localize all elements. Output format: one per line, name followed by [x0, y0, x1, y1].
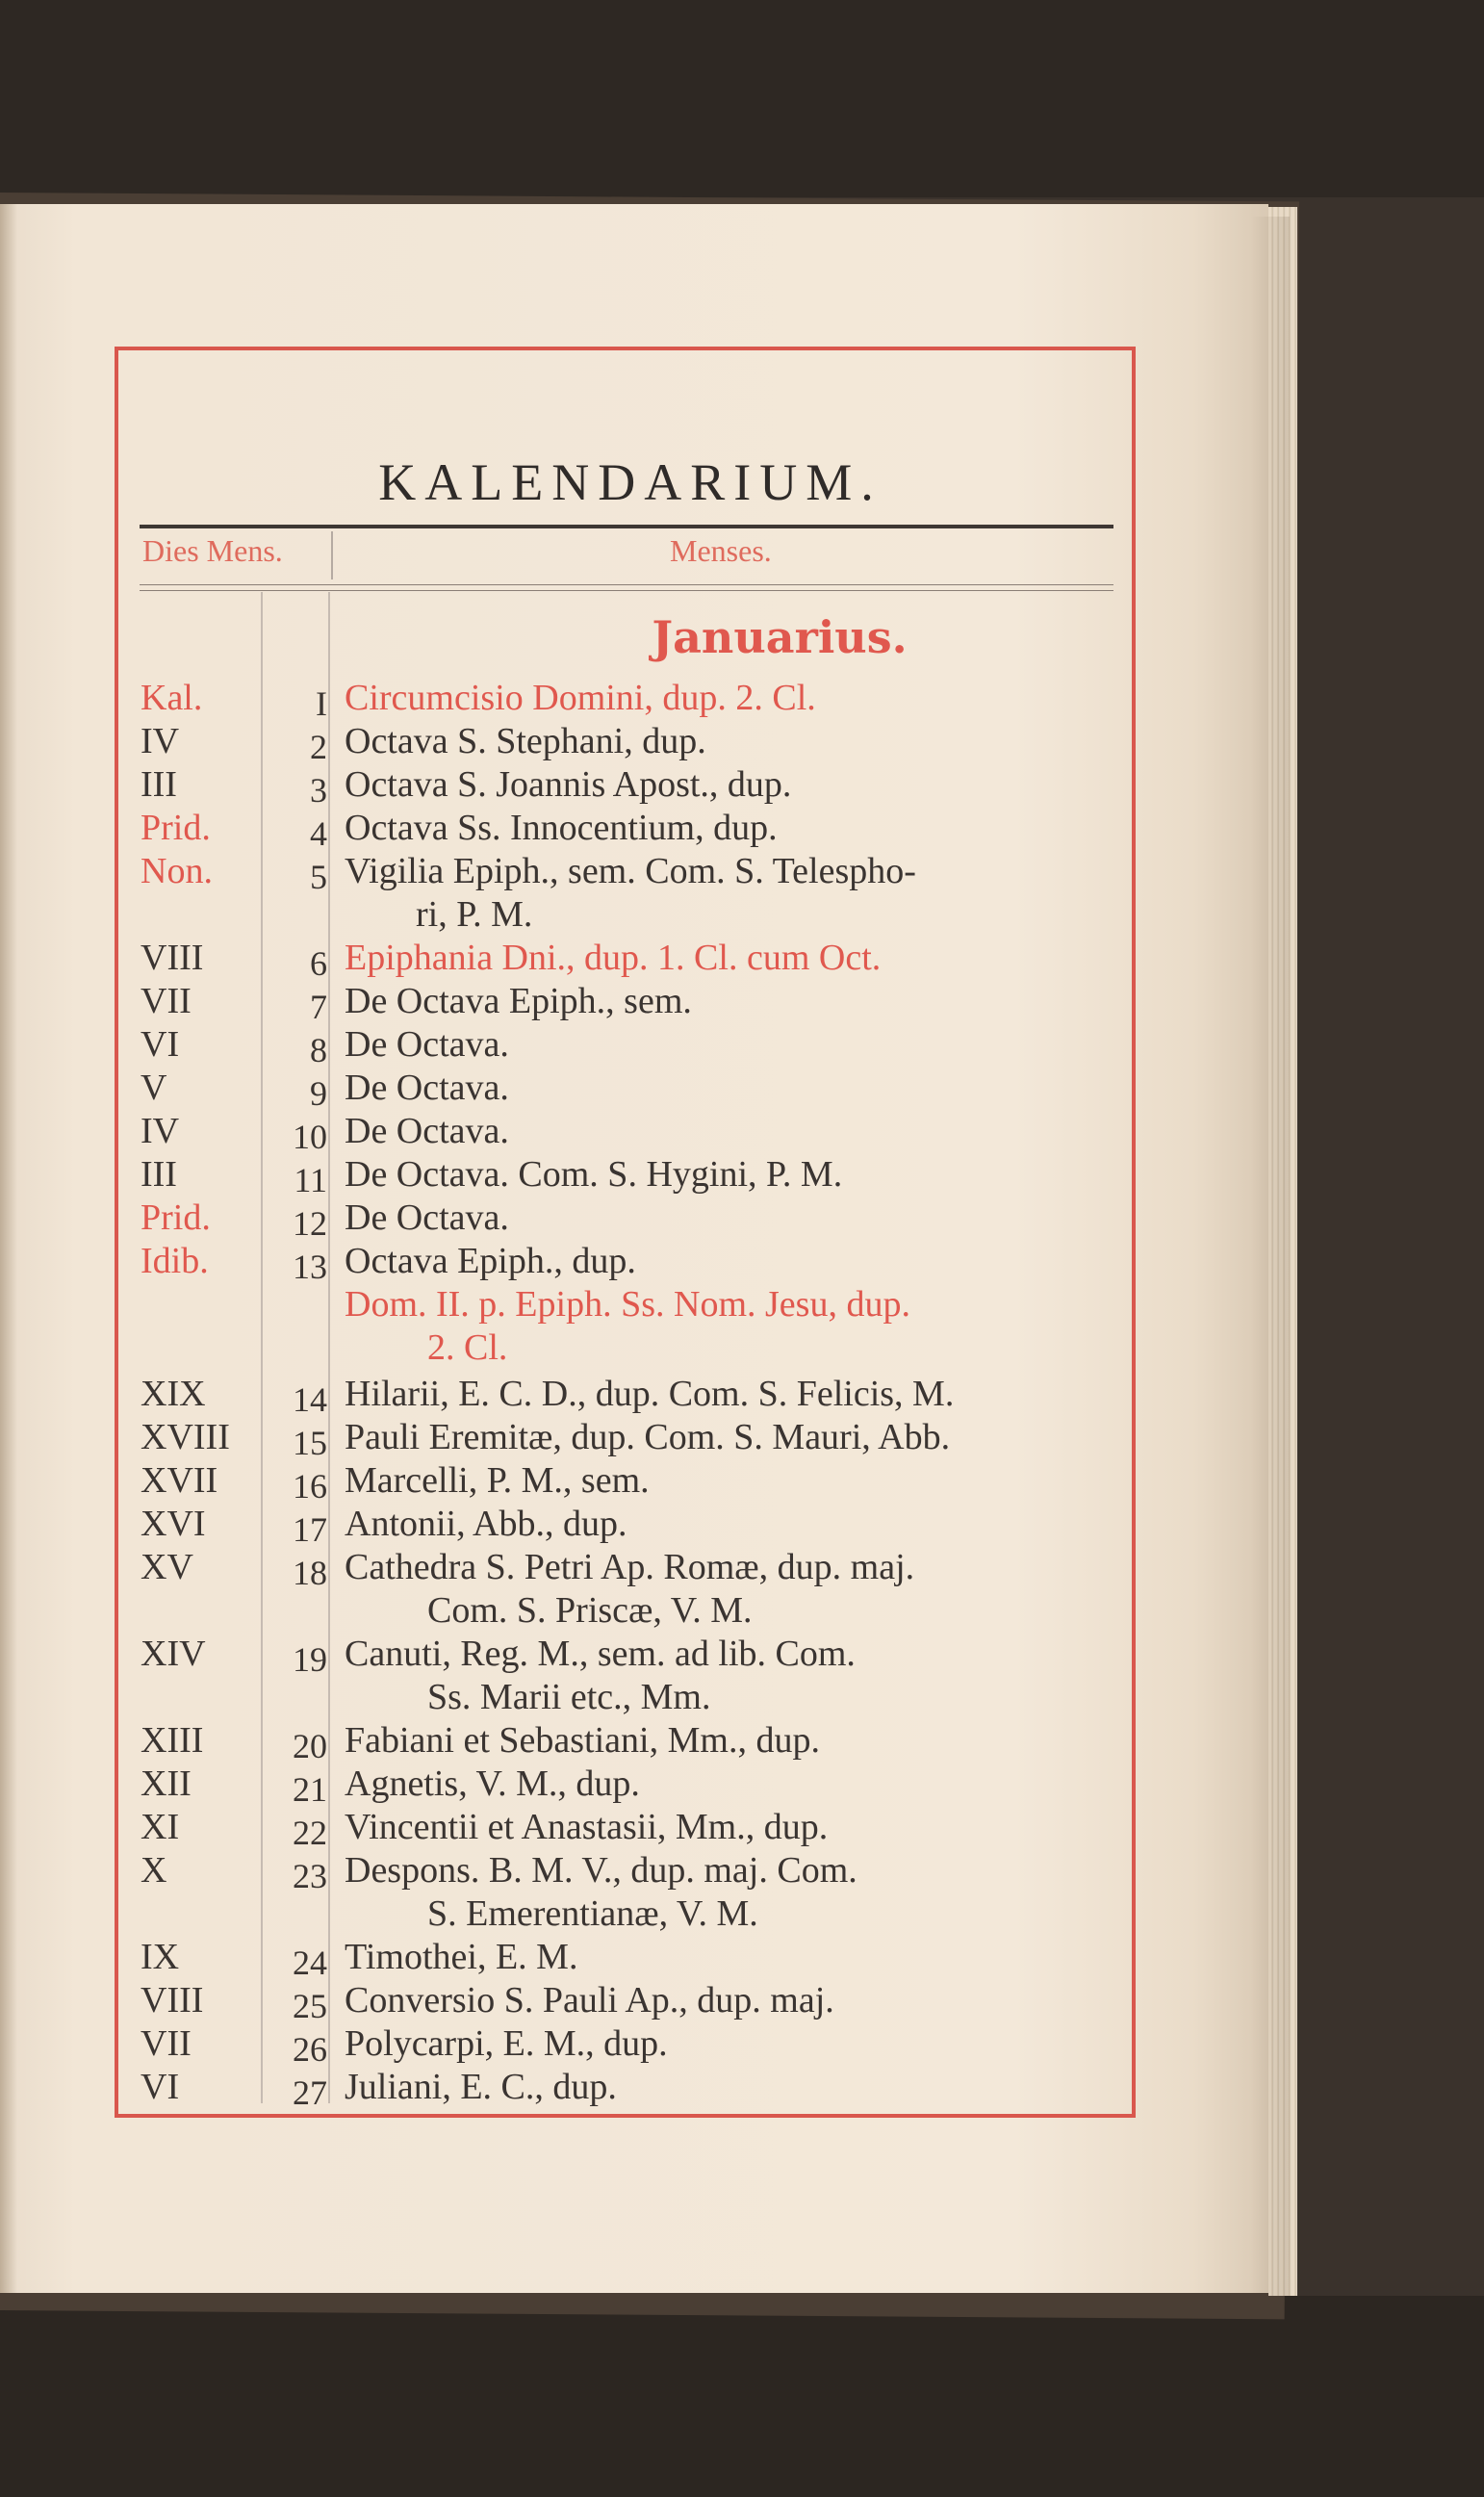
calendar-row [0, 1197, 1270, 1243]
day-number: 9 [310, 1074, 327, 1113]
calendar-row [0, 1546, 1270, 1592]
roman-date: IV [141, 721, 180, 761]
roman-date: XI [141, 1807, 180, 1847]
roman-date: XVIII [141, 1417, 230, 1457]
roman-date: Kal. [141, 678, 203, 718]
calendar-row [0, 1153, 1270, 1197]
calendar-row [0, 1067, 1270, 1113]
calendar-row [0, 677, 1270, 723]
day-number: 2 [310, 728, 327, 766]
calendar-row [0, 2022, 1270, 2069]
calendar-row [0, 807, 1270, 853]
roman-date: IV [141, 1111, 180, 1151]
roman-date: VI [141, 2067, 180, 2107]
calendar-row [0, 1459, 1270, 1506]
feast-description: Octava S. Joannis Apost., dup. [345, 764, 792, 805]
roman-date: X [141, 1850, 167, 1891]
roman-date: Prid. [141, 1197, 211, 1238]
feast-description: Octava Ss. Innocentium, dup. [345, 808, 778, 848]
feast-description: Circumcisio Domini, dup. 2. Cl. [345, 678, 816, 718]
day-number: 8 [310, 1031, 327, 1069]
feast-description: Octava S. Stephani, dup. [345, 721, 706, 761]
roman-date: XVII [141, 1460, 218, 1501]
roman-date: XIX [141, 1374, 206, 1414]
feast-description: Polycarpi, E. M., dup. [345, 2023, 668, 2064]
calendar-row [0, 1503, 1270, 1549]
day-number: 25 [293, 1987, 327, 2025]
feast-description-cont: Ss. Marii etc., Mm. [427, 1677, 711, 1717]
feast-description-cont: Com. S. Priscæ, V. M. [427, 1590, 753, 1631]
feast-description: Octava Epiph., dup. [345, 1241, 636, 1281]
roman-date: III [141, 764, 177, 805]
calendar-row [0, 1763, 1270, 1809]
roman-date: III [141, 1154, 177, 1195]
column-header-dies: Dies Mens. [142, 533, 283, 568]
calendar-row [0, 1719, 1270, 1763]
roman-date: XII [141, 1763, 192, 1804]
feast-description: Fabiani et Sebastiani, Mm., dup. [345, 1720, 820, 1761]
roman-date: Idib. [141, 1241, 209, 1281]
day-number: 19 [293, 1640, 327, 1679]
feast-description: Vigilia Epiph., sem. Com. S. Telespho- [345, 851, 916, 891]
calendar-row [0, 1979, 1270, 2025]
continuation-line [0, 893, 1270, 937]
sunday-feast-cont: 2. Cl. [427, 1327, 508, 1368]
feast-description: Despons. B. M. V., dup. maj. Com. [345, 1850, 857, 1891]
roman-date: VII [141, 2023, 192, 2064]
feast-description: De Octava. Com. S. Hygini, P. M. [345, 1154, 843, 1195]
feast-description: De Octava. [345, 1197, 509, 1238]
day-number: 17 [293, 1510, 327, 1549]
header-rule-top [140, 584, 1113, 585]
feast-description: Epiphania Dni., dup. 1. Cl. cum Oct. [345, 938, 882, 978]
roman-date: XIV [141, 1634, 206, 1674]
day-number: 15 [293, 1424, 327, 1462]
day-number: 13 [293, 1248, 327, 1286]
calendar-row [0, 2066, 1270, 2112]
calendar-row [0, 1806, 1270, 1852]
roman-date: Non. [141, 851, 213, 891]
feast-description: De Octava Epiph., sem. [345, 981, 692, 1021]
calendar-row [0, 1849, 1270, 1895]
day-number: 3 [310, 771, 327, 810]
calendar-row [0, 850, 1270, 896]
roman-date: VII [141, 981, 192, 1021]
day-number: 4 [310, 814, 327, 853]
feast-description-cont: S. Emerentianæ, V. M. [427, 1893, 758, 1934]
feast-description: Vincentii et Anastasii, Mm., dup. [345, 1807, 829, 1847]
day-number: 21 [293, 1770, 327, 1809]
day-number: 24 [293, 1944, 327, 1982]
header-separator [331, 531, 333, 579]
calendar-row [0, 980, 1270, 1026]
calendar-row [0, 1633, 1270, 1679]
calendar-row [0, 1416, 1270, 1462]
day-number: I [316, 684, 327, 723]
sunday-line [0, 1283, 1270, 1326]
sunday-feast: Dom. II. p. Epiph. Ss. Nom. Jesu, dup. [345, 1284, 910, 1325]
roman-date: XIII [141, 1720, 204, 1761]
continuation-line [0, 1676, 1270, 1719]
page-title: KALENDARIUM. [378, 453, 883, 511]
feast-description: Juliani, E. C., dup. [345, 2067, 617, 2107]
feast-description: Pauli Eremitæ, dup. Com. S. Mauri, Abb. [345, 1417, 951, 1457]
roman-date: VIII [141, 938, 204, 978]
day-number: 16 [293, 1467, 327, 1506]
feast-description: De Octava. [345, 1024, 509, 1065]
day-number: 12 [293, 1204, 327, 1243]
calendar-row [0, 1023, 1270, 1067]
day-number: 23 [293, 1857, 327, 1895]
roman-date: IX [141, 1937, 180, 1977]
continuation-line [0, 1589, 1270, 1633]
feast-description: Canuti, Reg. M., sem. ad lib. Com. [345, 1634, 856, 1674]
day-number: 14 [293, 1380, 327, 1419]
background-bottom [0, 2296, 1484, 2497]
feast-description: Conversio S. Pauli Ap., dup. maj. [345, 1980, 834, 2021]
day-number: 11 [294, 1161, 327, 1199]
calendar-row [0, 937, 1270, 983]
day-number: 7 [310, 988, 327, 1026]
feast-description: Marcelli, P. M., sem. [345, 1460, 650, 1501]
day-number: 20 [293, 1727, 327, 1765]
roman-date: XV [141, 1547, 193, 1587]
feast-description: De Octava. [345, 1068, 509, 1108]
feast-description: Timothei, E. M. [345, 1937, 578, 1977]
day-number: 27 [293, 2073, 327, 2112]
roman-date: V [141, 1068, 167, 1108]
roman-date: XVI [141, 1504, 206, 1544]
feast-description: Agnetis, V. M., dup. [345, 1763, 640, 1804]
day-number: 18 [293, 1554, 327, 1592]
background-top [0, 0, 1484, 197]
roman-date: VI [141, 1024, 180, 1065]
calendar-row [0, 1373, 1270, 1419]
feast-description: Antonii, Abb., dup. [345, 1504, 627, 1544]
feast-description: Hilarii, E. C. D., dup. Com. S. Felicis, M. [345, 1374, 955, 1414]
calendar-row [0, 763, 1270, 810]
continuation-line [0, 1326, 1270, 1370]
feast-description: Cathedra S. Petri Ap. Romæ, dup. maj. [345, 1547, 915, 1587]
month-heading: Januarius. [652, 611, 908, 663]
day-number: 5 [310, 858, 327, 896]
title-rule [140, 525, 1113, 528]
calendar-row [0, 1240, 1270, 1286]
day-number: 26 [293, 2030, 327, 2069]
calendar-row [0, 720, 1270, 766]
feast-description: De Octava. [345, 1111, 509, 1151]
column-header-menses: Menses. [670, 533, 772, 568]
day-number: 22 [293, 1814, 327, 1852]
day-number: 6 [310, 944, 327, 983]
calendar-row [0, 1936, 1270, 1982]
feast-description-cont: ri, P. M. [416, 894, 533, 935]
continuation-line [0, 1892, 1270, 1936]
header-rule-bottom [140, 590, 1113, 591]
day-number: 10 [293, 1118, 327, 1156]
roman-date: Prid. [141, 808, 211, 848]
calendar-row [0, 1110, 1270, 1156]
roman-date: VIII [141, 1980, 204, 2021]
